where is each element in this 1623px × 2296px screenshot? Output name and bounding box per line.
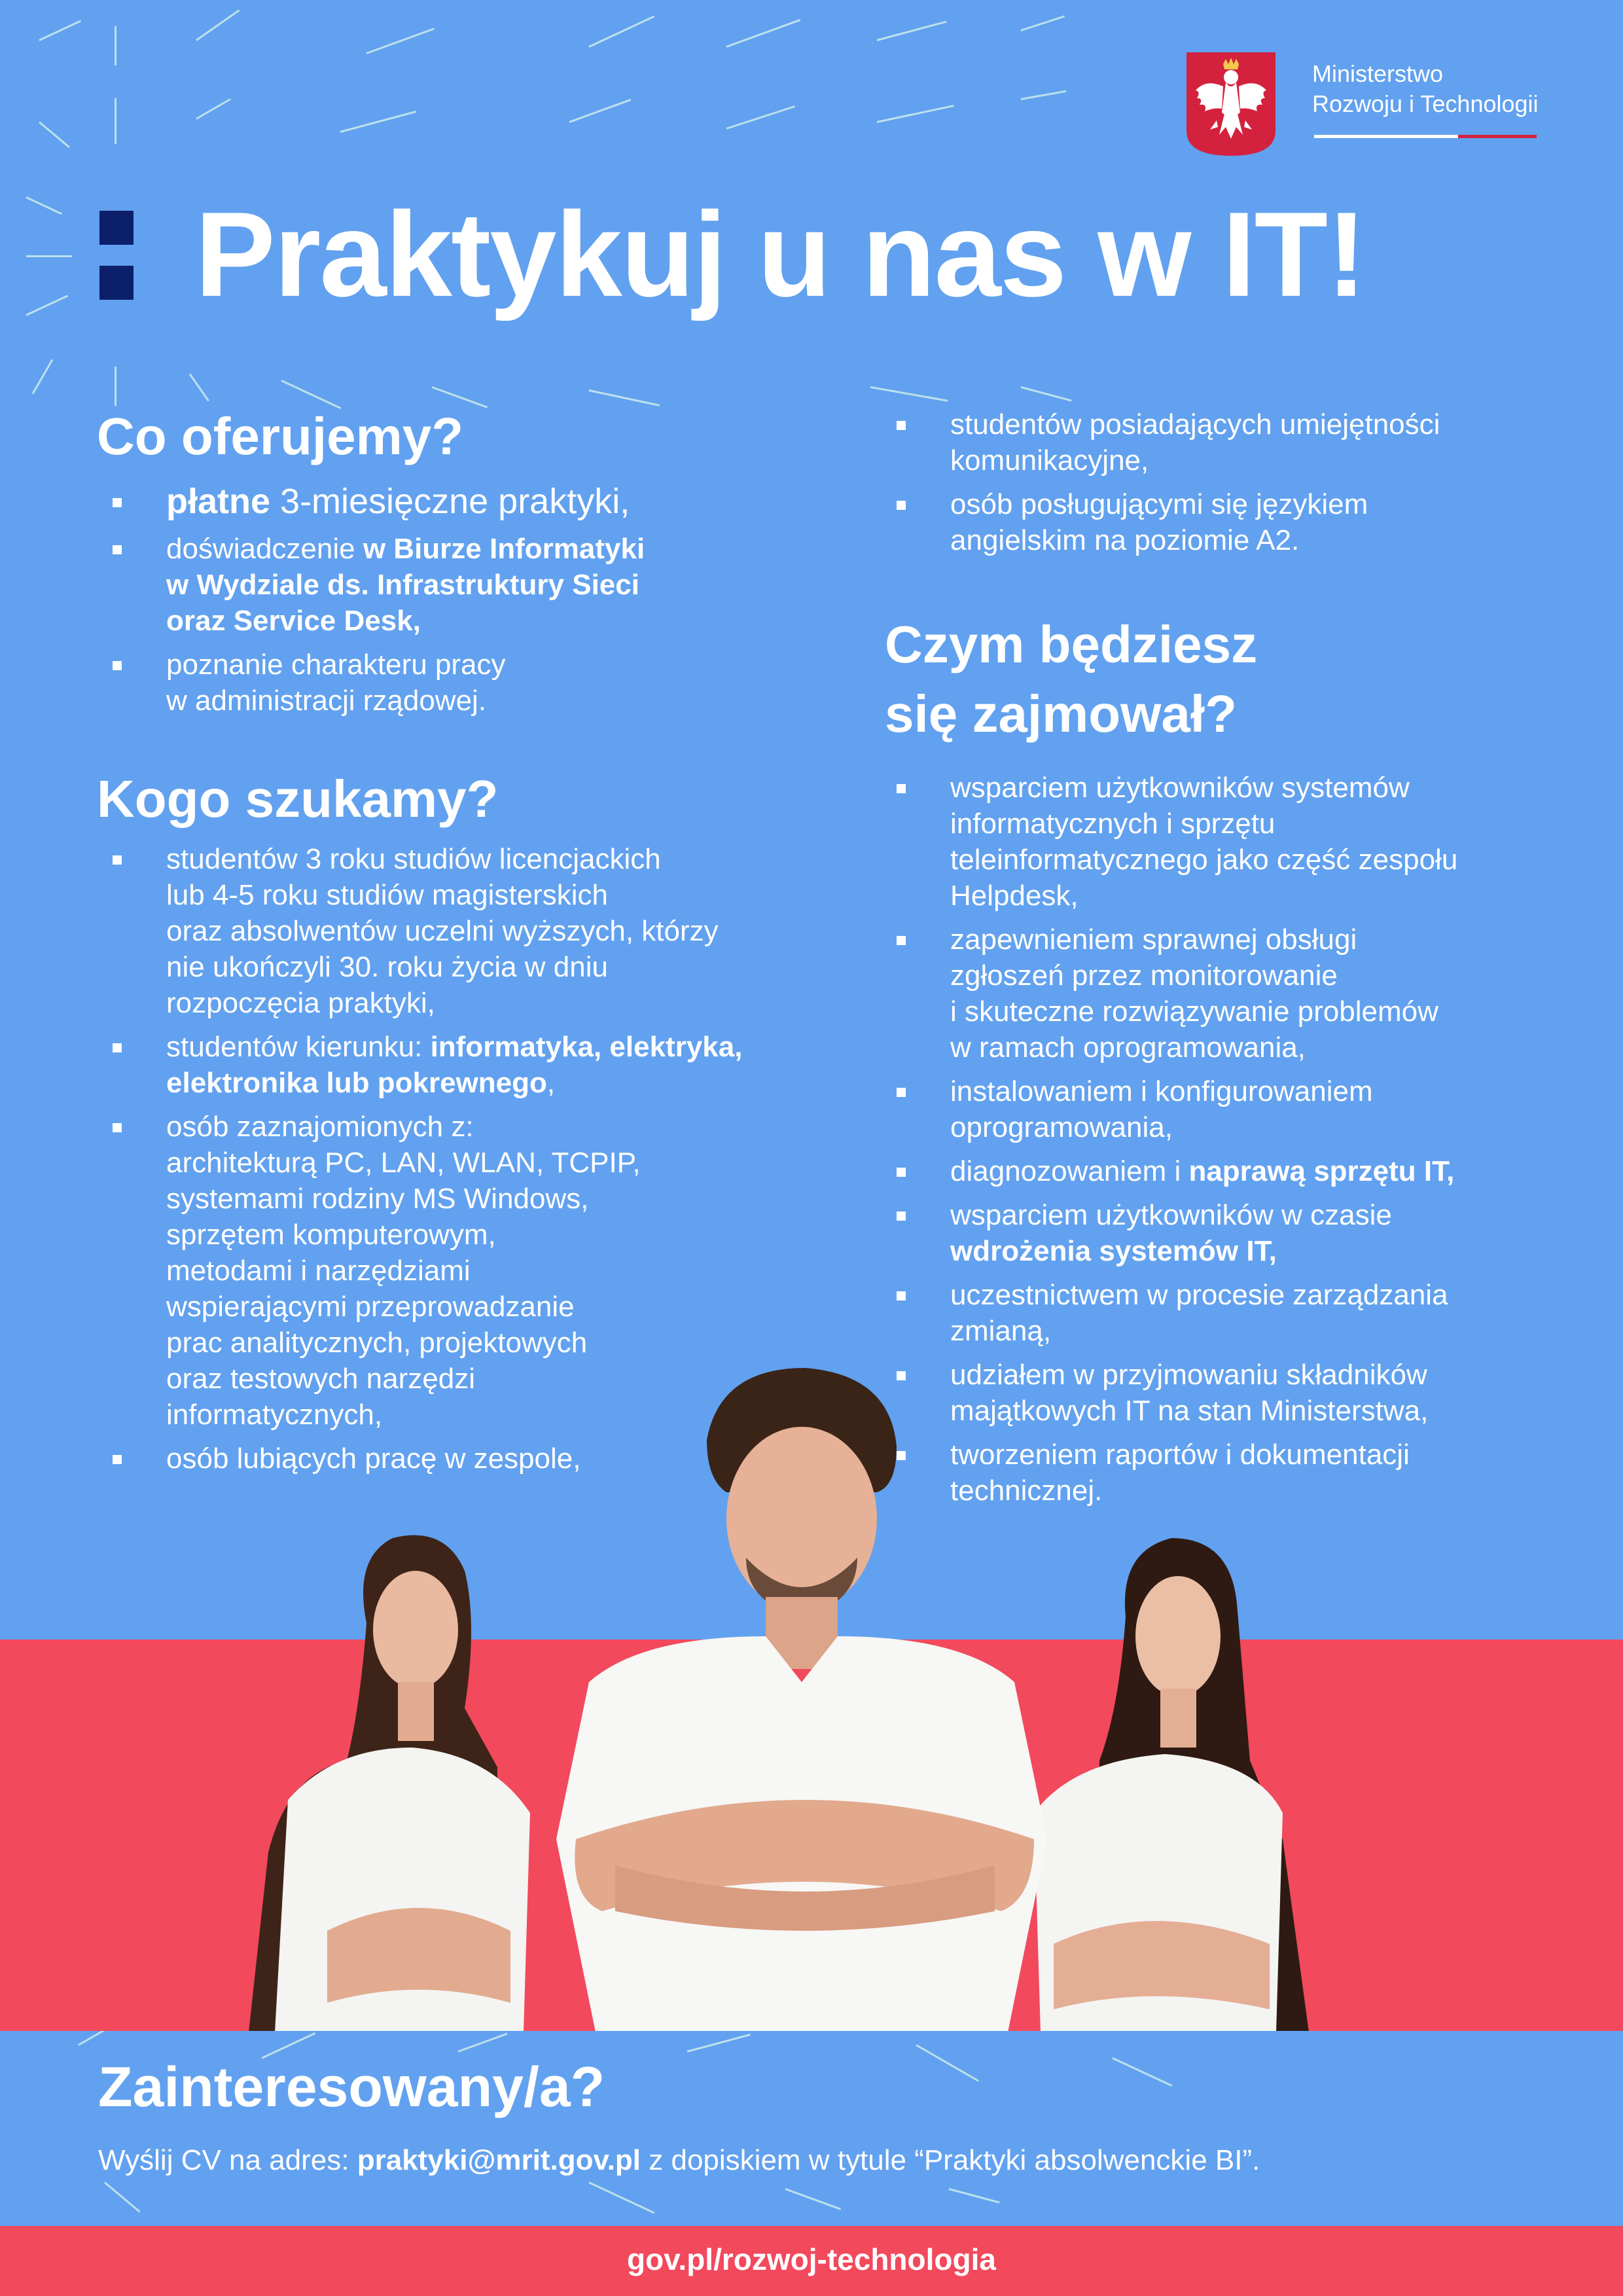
woman-right-figure bbox=[1034, 1538, 1309, 2032]
logo-underline-red bbox=[1458, 135, 1537, 138]
bullet-icon bbox=[113, 498, 122, 507]
man-center-figure bbox=[556, 1368, 1047, 2032]
bullet-icon bbox=[113, 1455, 122, 1464]
item-text: diagnozowaniem i bbox=[950, 1155, 1189, 1187]
item-line: i skuteczne rozwiązywanie problemów bbox=[950, 996, 1438, 1028]
list-item bbox=[897, 1197, 1457, 1269]
list-item bbox=[897, 770, 1457, 914]
cta-text-after: z dopiskiem w tytule “Praktyki absolwenckie BI”. bbox=[641, 2144, 1260, 2176]
item-bold-line3: oraz Service Desk, bbox=[166, 605, 421, 637]
item-text: studentów kierunku: bbox=[166, 1031, 431, 1063]
ministry-name-line2: Rozwoju i Technologii bbox=[1312, 90, 1539, 117]
ministry-logo bbox=[1186, 52, 1553, 157]
ministry-name-line1: Ministerstwo bbox=[1312, 60, 1444, 87]
page-title: Praktykuj u nas w IT! bbox=[195, 187, 1366, 321]
title-mark-square-bottom bbox=[99, 266, 134, 300]
item-text-line2: w administracji rządowej. bbox=[166, 685, 487, 717]
item-line: komunikacyjne, bbox=[950, 444, 1149, 476]
item-line: oraz testowych narzędzi bbox=[166, 1363, 475, 1395]
item-tail: , bbox=[546, 1067, 556, 1099]
item-line: studentów posiadających umiejętności bbox=[950, 408, 1440, 440]
bullet-icon bbox=[113, 1043, 122, 1052]
bullet-icon bbox=[113, 661, 122, 670]
item-bold-text: płatne bbox=[166, 482, 271, 521]
item-line: angielskim na poziomie A2. bbox=[950, 524, 1300, 556]
item-line: prac analitycznych, projektowych bbox=[166, 1327, 588, 1359]
item-bold-text: informatyka, elektryka, bbox=[430, 1031, 743, 1063]
item-line: osób zaznajomionych z: bbox=[166, 1111, 474, 1143]
duties-heading-line1: Czym będziesz bbox=[885, 615, 1258, 673]
item-line: tworzeniem raportów i dokumentacji bbox=[950, 1439, 1410, 1471]
item-line: uczestnictwem w procesie zarządzania bbox=[950, 1279, 1448, 1311]
list-item bbox=[113, 531, 645, 639]
list-item bbox=[897, 1153, 1457, 1189]
people-photo bbox=[249, 1342, 1361, 2032]
item-line: oprogramowania, bbox=[950, 1111, 1173, 1143]
duties-heading-line2: się zajmował? bbox=[885, 685, 1237, 743]
item-line: teleinformatycznego jako część zespołu bbox=[950, 844, 1458, 876]
offer-heading: Co oferujemy? bbox=[97, 407, 464, 465]
item-bold-text: w Biurze Informatyki bbox=[363, 533, 645, 565]
item-line: majątkowych IT na stan Ministerstwa, bbox=[950, 1395, 1429, 1427]
cta-text bbox=[98, 2144, 1260, 2177]
bullet-icon bbox=[897, 936, 906, 945]
list-item bbox=[897, 1073, 1457, 1145]
item-line: w ramach oprogramowania, bbox=[950, 1031, 1306, 1064]
item-line: rozpoczęcia praktyki, bbox=[166, 987, 435, 1019]
bullet-icon bbox=[897, 421, 906, 430]
list-item bbox=[113, 647, 645, 719]
list-item bbox=[113, 480, 645, 523]
bullet-icon bbox=[897, 501, 906, 510]
cta-heading: Zainteresowany/a? bbox=[98, 2056, 605, 2119]
footer-url-link[interactable]: gov.pl/rozwoj-technologia bbox=[627, 2242, 996, 2276]
item-line: systemami rodziny MS Windows, bbox=[166, 1183, 589, 1215]
offer-list bbox=[113, 480, 645, 726]
title-mark-square-top bbox=[99, 211, 134, 245]
item-text: poznanie charakteru pracy bbox=[166, 649, 506, 681]
item-line: architekturą PC, LAN, WLAN, TCPIP, bbox=[166, 1147, 641, 1179]
item-text: 3-miesięczne praktyki, bbox=[270, 482, 630, 521]
item-bold-text: wdrożenia systemów IT, bbox=[950, 1235, 1277, 1267]
item-line: udziałem w przyjmowaniu składników bbox=[950, 1359, 1427, 1391]
item-line: zmianą, bbox=[950, 1315, 1052, 1347]
item-line: zapewnieniem sprawnej obsługi bbox=[950, 924, 1357, 956]
list-item bbox=[897, 1277, 1457, 1349]
item-line: informatycznych, bbox=[166, 1399, 383, 1431]
list-item bbox=[113, 841, 742, 1021]
seeking-continued-list bbox=[897, 406, 1440, 566]
item-line: instalowaniem i konfigurowaniem bbox=[950, 1075, 1373, 1107]
item-line: osób lubiących pracę w zespole, bbox=[166, 1443, 581, 1475]
bullet-icon bbox=[113, 545, 122, 554]
cta-email-link[interactable]: praktyki@mrit.gov.pl bbox=[357, 2144, 641, 2176]
bullet-icon bbox=[897, 1291, 906, 1300]
item-line: sprzętem komputerowym, bbox=[166, 1219, 496, 1251]
item-line: oraz absolwentów uczelni wyższych, którzy bbox=[166, 915, 719, 947]
item-line: nie ukończyli 30. roku życia w dniu bbox=[166, 951, 608, 983]
item-line: Helpdesk, bbox=[950, 880, 1079, 912]
woman-left-figure bbox=[249, 1535, 530, 2032]
item-bold-text: naprawą sprzętu IT, bbox=[1188, 1155, 1455, 1187]
bullet-icon bbox=[113, 855, 122, 865]
list-item bbox=[897, 406, 1440, 478]
list-item bbox=[113, 1029, 742, 1101]
bullet-icon bbox=[897, 1168, 906, 1177]
item-line: studentów 3 roku studiów licencjackich bbox=[166, 843, 661, 875]
item-line: wspierającymi przeprowadzanie bbox=[166, 1291, 575, 1323]
item-line: zgłoszeń przez monitorowanie bbox=[950, 960, 1338, 992]
list-item bbox=[897, 486, 1440, 558]
seeking-heading: Kogo szukamy? bbox=[97, 770, 499, 828]
item-line: wsparciem użytkowników systemów bbox=[950, 772, 1410, 804]
item-line: osób posługującymi się językiem bbox=[950, 488, 1368, 520]
cta-text-before: Wyślij CV na adres: bbox=[98, 2144, 357, 2176]
polish-eagle-emblem-icon bbox=[1186, 52, 1275, 156]
item-bold-line2: w Wydziale ds. Infrastruktury Sieci bbox=[166, 569, 639, 601]
item-line: informatycznych i sprzętu bbox=[950, 808, 1275, 840]
item-text: wsparciem użytkowników w czasie bbox=[950, 1199, 1392, 1231]
bullet-icon bbox=[897, 1088, 906, 1097]
list-item bbox=[897, 922, 1457, 1066]
bullet-icon bbox=[897, 784, 906, 793]
item-line: metodami i narzędziami bbox=[166, 1255, 471, 1287]
item-text: doświadczenie bbox=[166, 533, 363, 565]
logo-underline bbox=[1314, 135, 1458, 138]
item-line: technicznej. bbox=[950, 1475, 1103, 1507]
item-line: lub 4-5 roku studiów magisterskich bbox=[166, 879, 608, 911]
item-bold-text-2: elektronika lub pokrewnego bbox=[166, 1067, 547, 1099]
bullet-icon bbox=[113, 1123, 122, 1132]
footer bbox=[0, 2226, 1623, 2296]
bullet-icon bbox=[897, 1211, 906, 1221]
